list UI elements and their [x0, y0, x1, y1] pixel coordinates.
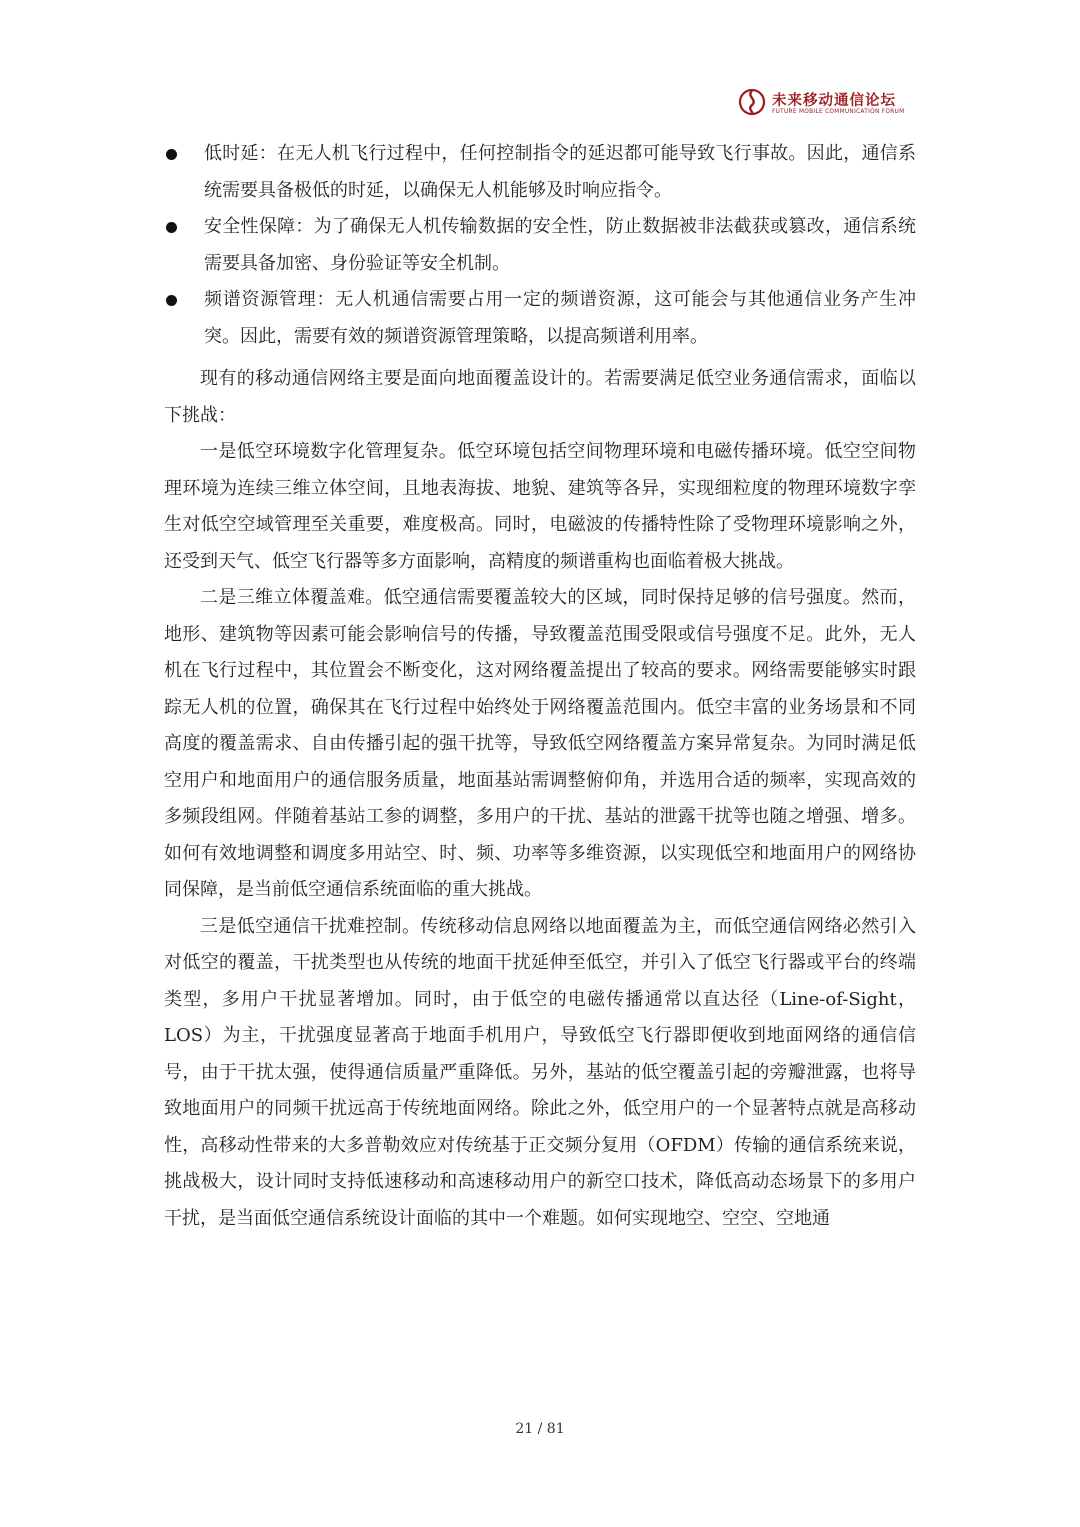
bullet-item: [164, 209, 916, 282]
bullet-icon: [166, 222, 177, 233]
bullet-text: 频谱资源管理：无人机通信需要占用一定的频谱资源，这可能会与其他通信业务产生冲突。因此，需要有效的频谱资源管理策略，以提高频谱利用率。: [204, 289, 916, 347]
paragraph-intro: 现有的移动通信网络主要是面向地面覆盖设计的。若需要满足低空业务通信需求，面临以下挑战：: [164, 368, 916, 426]
bullet-icon: [166, 149, 177, 160]
bullet-text: 安全性保障：为了确保无人机传输数据的安全性，防止数据被非法截获或篡改，通信系统需要具备加密、身份验证等安全机制。: [204, 216, 916, 274]
forum-logo: [738, 88, 928, 120]
document-body: [164, 136, 916, 1237]
bullet-item: [164, 136, 916, 209]
paragraph-challenge-1: 一是低空环境数字化管理复杂。低空环境包括空间物理环境和电磁传播环境。低空空间物理环境为连续三维立体空间，且地表海拔、地貌、建筑等各异，实现细粒度的物理环境数字孪生对低空空域管理至关重要，难度极高。同时，电磁波的传播特性除了受物理环境影响之外，还受到天气、低空飞行器等多方面影响，高精度的频谱重构也面临着极大挑战。: [164, 441, 916, 572]
bullet-icon: [166, 295, 177, 306]
bullet-text: 低时延：在无人机飞行过程中，任何控制指令的延迟都可能导致飞行事故。因此，通信系统需要具备极低的时延，以确保无人机能够及时响应指令。: [204, 143, 916, 201]
page-number: 21 / 81: [515, 1421, 565, 1437]
paragraph-challenge-3: 三是低空通信干扰难控制。传统移动信息网络以地面覆盖为主，而低空通信网络必然引入对低空的覆盖，干扰类型也从传统的地面干扰延伸至低空，并引入了低空飞行器或平台的终端类型，多用户干扰显著增加。同时，由于低空的电磁传播通常以直达径（Line-of-Sight，LOS）为主，干扰强度显著高于地面手机用户，导致低空飞行器即便收到地面网络的通信信号，由于干扰太强，使得通信质量严重降低。另外，基站的低空覆盖引起的旁瓣泄露，也将导致地面用户的同频干扰远高于传统地面网络。除此之外，低空用户的一个显著特点就是高移动性，高移动性带来的大多普勒效应对传统基于正交频分复用（OFDM）传输的通信系统来说，挑战极大，设计同时支持低速移动和高速移动用户的新空口技术，降低高动态场景下的多用户干扰，是当面低空通信系统设计面临的其中一个难题。如何实现地空、空空、空地通: [164, 915, 916, 1229]
forum-logo-icon: [738, 88, 766, 116]
logo-english-name: FUTURE MOBILE COMMUNICATION FORUM: [772, 109, 905, 115]
logo-chinese-name: 未来移动通信论坛: [772, 92, 896, 109]
bullet-item: [164, 282, 916, 355]
paragraph-challenge-2: 二是三维立体覆盖难。低空通信需要覆盖较大的区域，同时保持足够的信号强度。然而，地形、建筑物等因素可能会影响信号的传播，导致覆盖范围受限或信号强度不足。此外，无人机在飞行过程中，其位置会不断变化，这对网络覆盖提出了较高的要求。网络需要能够实时跟踪无人机的位置，确保其在飞行过程中始终处于网络覆盖范围内。低空丰富的业务场景和不同高度的覆盖需求、自由传播引起的强干扰等，导致低空网络覆盖方案异常复杂。为同时满足低空用户和地面用户的通信服务质量，地面基站需调整俯仰角，并选用合适的频率，实现高效的多频段组网。伴随着基站工参的调整，多用户的干扰、基站的泄露干扰等也随之增强、增多。如何有效地调整和调度多用站空、时、频、功率等多维资源，以实现低空和地面用户的网络协同保障，是当前低空通信系统面临的重大挑战。: [164, 587, 916, 900]
